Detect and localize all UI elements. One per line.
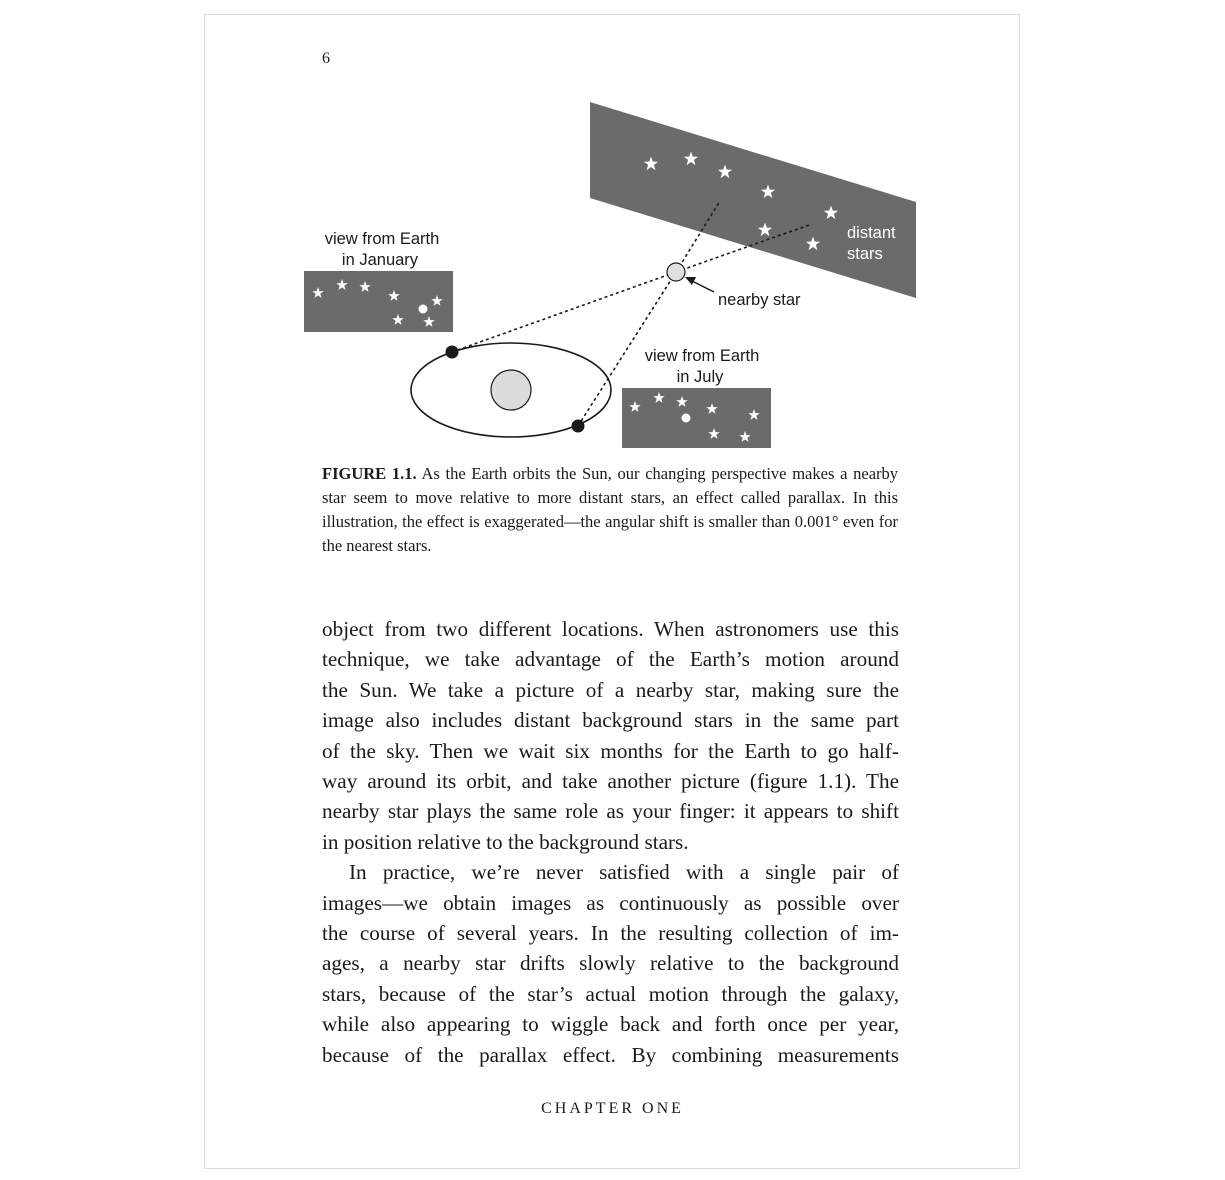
- figure-caption-text: As the Earth orbits the Sun, our changing perspective makes a nearby star seem to move relative to more distant stars, an effect called parallax. In this illustration, the effect is exaggerated—the angular shift is smaller than 0.001° even for the nearest stars.: [322, 464, 899, 555]
- paragraph-1: [322, 614, 899, 857]
- text-line: images—we obtain images as continuously as possible over: [322, 890, 899, 915]
- july-view-label-line1: view from Earth: [644, 347, 760, 365]
- earth-january-icon: [446, 346, 459, 359]
- july-view-panel: [622, 388, 771, 448]
- january-view-label-line1: view from Earth: [324, 230, 440, 248]
- text-line: technique, we take advantage of the Earth’s motion around: [322, 647, 899, 672]
- earth-orbit: [411, 343, 611, 437]
- text-line: way around its orbit, and take another picture (figure 1.1). The: [322, 769, 899, 794]
- text-line: the course of several years. In the resulting collection of im-: [322, 921, 899, 946]
- page-number: 6: [322, 50, 330, 67]
- distant-stars-panel: [590, 102, 916, 298]
- figure-number: FIGURE 1.1.: [322, 464, 417, 483]
- text-line: object from two different locations. When astronomers use this: [322, 617, 899, 641]
- parallax-figure: [0, 0, 1225, 470]
- body-text: [322, 614, 899, 1070]
- sun-icon: [491, 370, 531, 410]
- text-line: stars, because of the star’s actual motion through the galaxy,: [322, 981, 899, 1006]
- distant-stars-label-line2: stars: [847, 245, 883, 263]
- text-line: in position relative to the background stars.: [322, 829, 689, 854]
- running-foot: CHAPTER ONE: [541, 1100, 684, 1117]
- nearby-star-label: nearby star: [718, 291, 801, 309]
- july-view-label-line2: in July: [676, 368, 724, 386]
- text-line: while also appearing to wiggle back and forth once per year,: [322, 1012, 899, 1037]
- nearby-star-arrow: [685, 277, 714, 292]
- text-line: image also includes distant background stars in the same part: [322, 708, 899, 733]
- text-line: the Sun. We take a picture of a nearby star, making sure the: [322, 677, 899, 702]
- text-line: ages, a nearby star drifts slowly relative to the background: [322, 951, 899, 976]
- earth-july-icon: [572, 420, 585, 433]
- nearby-star-icon: [667, 263, 685, 281]
- text-line: of the sky. Then we wait six months for the Earth to go half-: [322, 738, 899, 763]
- january-view-panel: [304, 271, 453, 332]
- distant-stars-label-line1: distant: [847, 224, 896, 242]
- figure-caption: [322, 462, 898, 558]
- text-line: nearby star plays the same role as your finger: it appears to shift: [322, 799, 899, 824]
- text-line: because of the parallax effect. By combining measurements: [322, 1042, 899, 1067]
- text-line: In practice, we’re never satisfied with a single pair of: [349, 860, 899, 885]
- january-view-label-line2: in January: [341, 251, 419, 269]
- paragraph-2: [322, 857, 899, 1070]
